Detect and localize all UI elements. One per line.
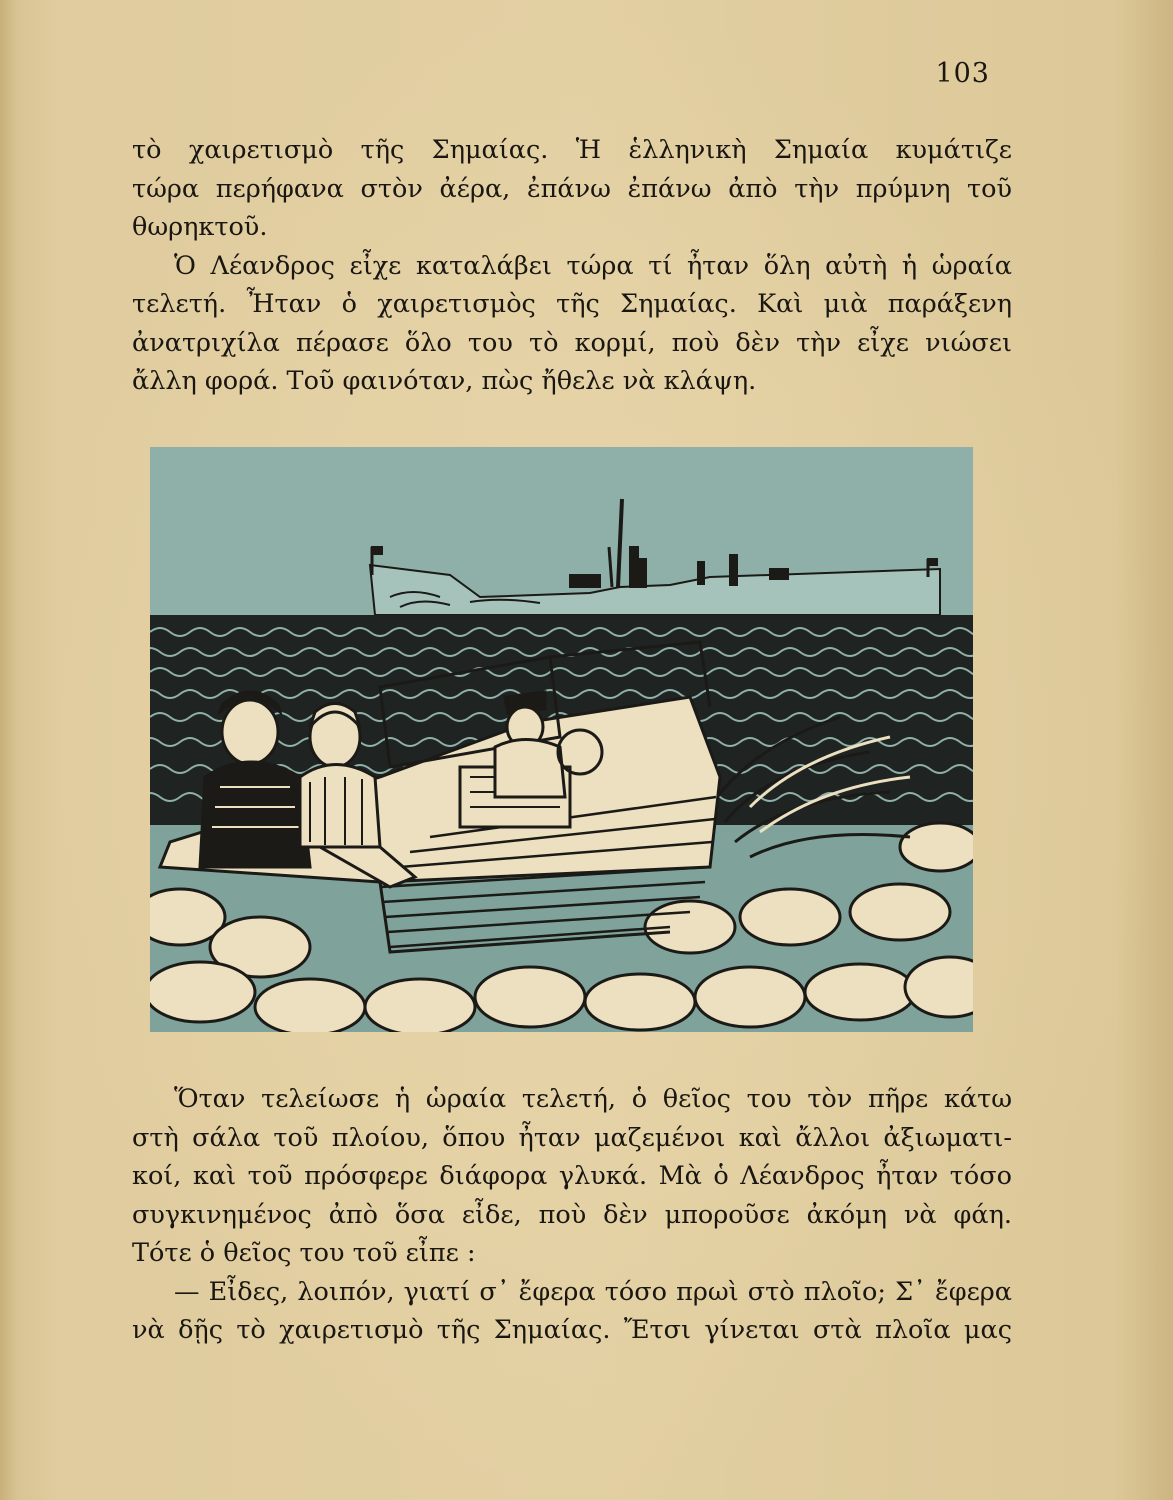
paragraph-4	[132, 1273, 1012, 1350]
text-line: Ὅταν τελείωσε ἡ ὡραία τελετή, ὁ θεῖος του τὸν πῆρε κάτω	[174, 1084, 1012, 1114]
text-line: ἄλλη φορά. Τοῦ φαινόταν, πὼς ἤθελε νὰ κλάψη.	[132, 366, 757, 396]
text-line: στὴ σάλα τοῦ πλοίου, ὅπου ἦταν μαζεμένοι καὶ ἄλλοι ἀξιωματι-	[132, 1122, 1012, 1153]
text-line: τώρα περήφανα στὸν ἀέρα, ἐπάνω ἐπάνω ἀπὸ τὴν πρύμνη τοῦ	[132, 173, 1012, 204]
top-text-block	[132, 131, 1012, 401]
text-line: — Εἶδες, λοιπόν, γιατί σ᾽ ἔφερα τόσο πρωὶ στὸ πλοῖο; Σ᾽ ἔφερα	[174, 1276, 1012, 1307]
text-line: τὸ χαιρετισμὸ τῆς Σημαίας. Ἡ ἑλληνικὴ Σημαία κυμάτιζε	[132, 135, 1012, 165]
text-line: θωρηκτοῦ.	[132, 212, 268, 242]
text-line: συγκινημένος ἀπὸ ὅσα εἶδε, ποὺ δὲν μποροῦσε ἀκόμη νὰ φάη.	[132, 1199, 1012, 1230]
text-line: νὰ δῇς τὸ χαιρετισμὸ τῆς Σημαίας. Ἔτσι γίνεται στὰ πλοῖα μας	[132, 1315, 1012, 1345]
text-line: Τότε ὁ θεῖος του τοῦ εἶπε :	[132, 1238, 476, 1268]
text-line: τελετή. Ἦταν ὁ χαιρετισμὸς τῆς Σημαίας. Καὶ μιὰ παράξενη	[132, 289, 1012, 319]
page-number: 103	[935, 58, 990, 89]
paragraph-1	[132, 131, 1012, 247]
woodcut-illustration	[150, 447, 973, 1032]
text-line: κοί, καὶ τοῦ πρόσφερε διάφορα γλυκά. Μὰ ὁ Λέανδρος ἦταν τόσο	[132, 1161, 1012, 1191]
text-line: Ὁ Λέανδρος εἶχε καταλάβει τώρα τί ἦταν ὅλη αὐτὴ ἡ ὡραία	[174, 250, 1012, 281]
text-line: ἀνατριχίλα πέρασε ὅλο του τὸ κορμί, ποὺ δὲν τὴν εἶχε νιώσει	[132, 327, 1012, 358]
paragraph-2	[132, 247, 1012, 401]
paragraph-3	[132, 1080, 1012, 1273]
bottom-text-block	[132, 1080, 1012, 1350]
